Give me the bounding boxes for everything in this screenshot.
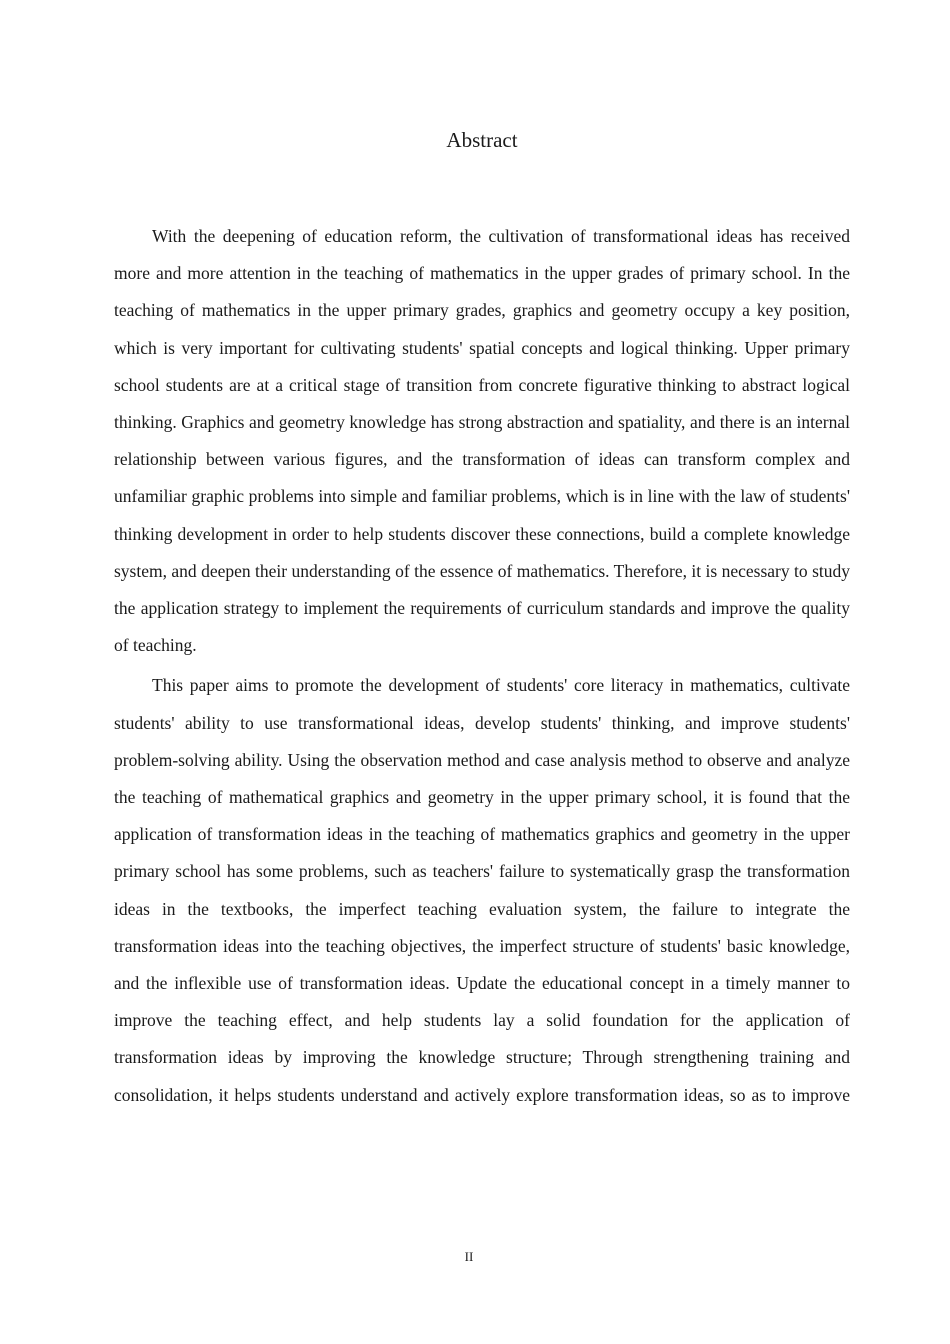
- page-number: II: [464, 1249, 474, 1264]
- abstract-paragraph-2: This paper aims to promote the development of students' core literacy in mathematics, cultivate students' ability to use transformational ideas, develop students' thinking, and improve students' problem-solving ability. Using the observation method and case analysis method to observe and analyze the teaching of mathematical graphics and geometry in the upper primary school, it is found that the application of transformation ideas in the teaching of mathematics graphics and geometry in the upper primary school has some problems, such as teachers' failure to systematically grasp the transformation ideas in the textbooks, the imperfect teaching evaluation system, the failure to integrate the transformation ideas into the teaching objectives, the imperfect structure of students' basic knowledge, and the inflexible use of transformation ideas. Update the educational concept in a timely manner to improve the teaching effect, and help students lay a solid foundation for the application of transformation ideas by improving the knowledge structure; Through strengthening training and consolidation, it helps students understand and actively explore transformation ideas, so as to improve: [114, 675, 850, 1105]
- abstract-paragraph-1: With the deepening of education reform, the cultivation of transformational ideas has received more and more attention in the teaching of mathematics in the upper grades of primary school. In the teaching of mathematics in the upper primary grades, graphics and geometry occupy a key position, which is very important for cultivating students' spatial concepts and logical thinking. Upper primary school students are at a critical stage of transition from concrete figurative thinking to abstract logical thinking. Graphics and geometry knowledge has strong abstraction and spatiality, and there is an internal relationship between various figures, and the transformation of ideas can transform complex and unfamiliar graphic problems into simple and familiar problems, which is in line with the law of students' thinking development in order to help students discover these connections, build a complete knowledge system, and deepen their understanding of the essence of mathematics. Therefore, it is necessary to study the application strategy to implement the requirements of curriculum standards and improve the quality of teaching.: [114, 226, 850, 656]
- abstract-title: Abstract: [446, 128, 518, 152]
- abstract-body: [114, 218, 850, 1117]
